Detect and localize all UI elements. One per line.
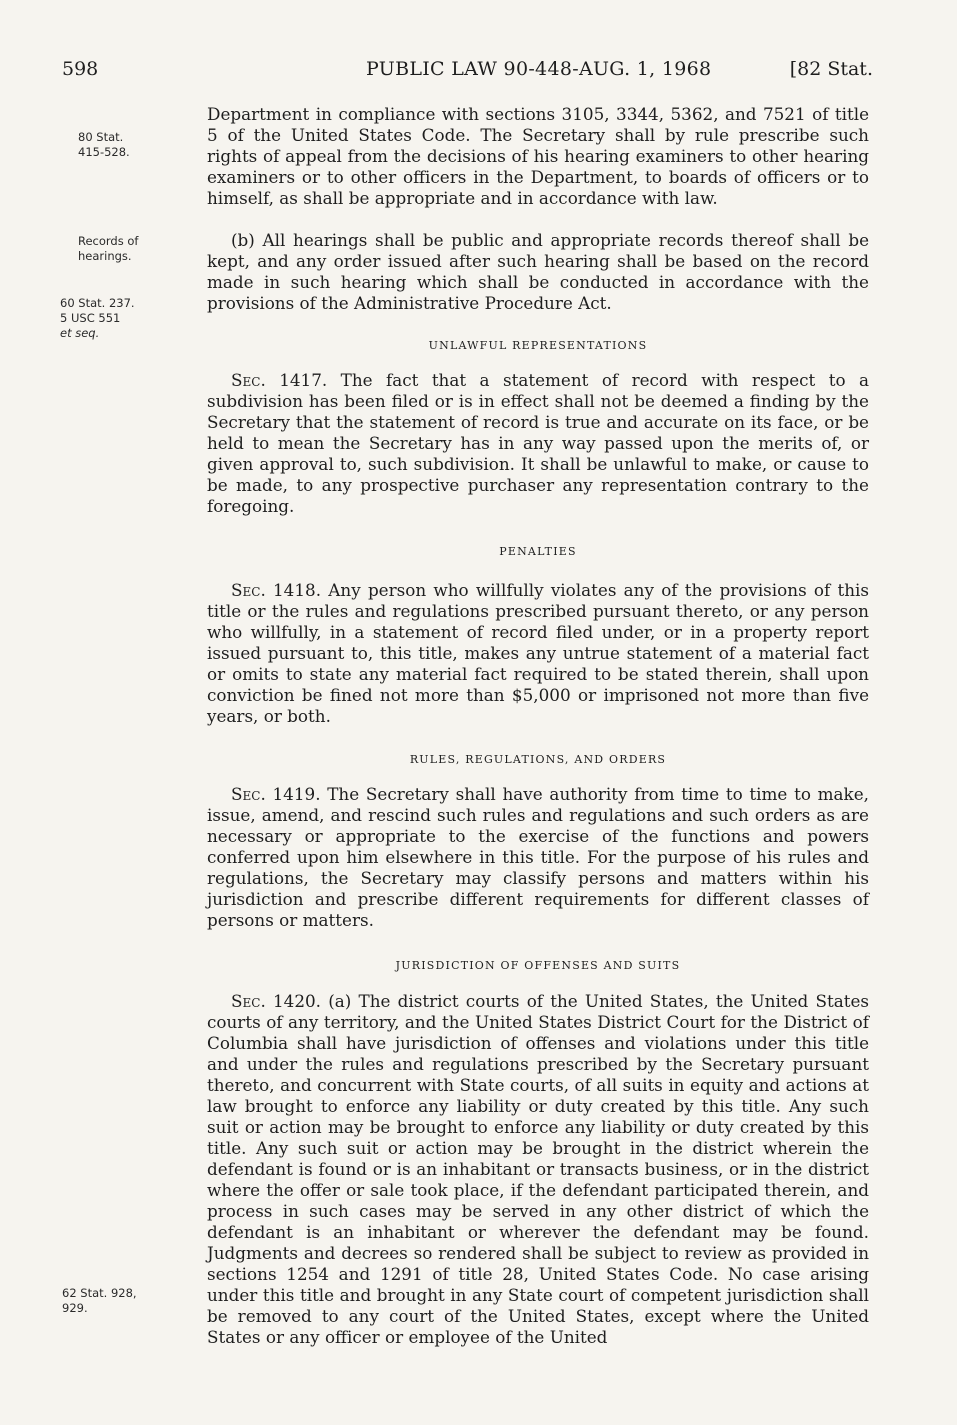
- margin-note-80-stat: 80 Stat. 415-528.: [78, 130, 130, 159]
- section-1417-label: Sec. 1417.: [231, 370, 328, 390]
- running-head: PUBLIC LAW 90-448-AUG. 1, 1968: [366, 58, 712, 80]
- section-1419: [207, 784, 869, 931]
- section-1417-text: The fact that a statement of record with respect to a subdivision has been filed or is in effect shall not be deemed a finding by the Secretary that the statement of record is true and accurate on its face, or be held to mean the Secretary has in any way passed upon the merits of, or given approval to, such subdivision. It shall be unlawful to make, or cause to be made, to any prospective purchaser any representation contrary to the foregoing.: [207, 370, 870, 516]
- section-1418: [207, 580, 869, 727]
- heading-penalties: PENALTIES: [499, 545, 577, 558]
- margin-note-60-stat-line1: 60 Stat. 237.: [60, 296, 135, 310]
- paragraph-continuation: Department in compliance with sections 3105, 3344, 5362, and 7521 of title 5 of the United States Code. The Secretary shall by rule prescribe such rights of appeal from the decisions of his hearing examiners to other hearing examiners or to other officers in the Department, to boards of officers or to himself, as shall be appropriate and in accordance with law.: [207, 104, 869, 208]
- section-1420: [207, 991, 869, 1348]
- section-1419-text: The Secretary shall have authority from time to time to make, issue, amend, and rescind such rules and regulations and such orders as are necessary or appropriate to the exercise of the functions and powers conferred upon him elsewhere in this title. For the purpose of his rules and regulations, the Secretary may classify persons and matters within his jurisdiction and prescribe different requirements for different classes of persons or matters.: [207, 784, 869, 930]
- margin-note-62-stat: 62 Stat. 928, 929.: [62, 1286, 137, 1315]
- heading-rules-regulations-orders: RULES, REGULATIONS, AND ORDERS: [409, 753, 667, 766]
- margin-note-records-of-hearings: Records of hearings.: [78, 234, 139, 263]
- page-number: 598: [62, 58, 99, 80]
- heading-unlawful-representations: UNLAWFUL REPRESENTATIONS: [428, 339, 648, 352]
- section-1418-label: Sec. 1418.: [231, 580, 322, 600]
- section-1419-label: Sec. 1419.: [231, 784, 321, 804]
- section-1420-text: (a) The district courts of the United States, the United States courts of any territory, and the United States District Court for the District of Columbia shall have jurisdiction of offenses and violations under this title and under the rules and regulations prescribed by the Secretary pursuant thereto, and concurrent with State courts, of all suits in equity and actions at law brought to enforce any liability or duty created by this title. Any such suit or action may be brought to enforce any liability or duty created by this title. Any such suit or action may be brought in the district wherein the defendant is found or is an inhabitant or transacts business, or in the district where the offer or sale took place, if the defendant participated therein, and process in such cases may be served in any other district of which the defendant is an inhabitant or wherever the defendant may be found. Judgments and decrees so rendered shall be subject to review as provided in sections 1254 and 1291 of title 28, United States Code. No case arising under this title and brought in any State court of competent jurisdiction shall be removed to any court of the United States, except where the United States or any officer or employee of the United: [207, 991, 869, 1347]
- section-1420-label: Sec. 1420.: [231, 991, 322, 1011]
- margin-note-60-stat-line2: 5 USC 551: [60, 311, 121, 325]
- margin-note-60-stat: [60, 296, 190, 341]
- section-1418-text: Any person who willfully violates any of the provisions of this title or the rules and regulations prescribed pursuant thereto, or any person who willfully, in a statement of record filed under, or in a property report issued pursuant to, this title, makes any untrue statement of a material fact or omits to state any material fact required to be stated therein, shall upon conviction be fined not more than $5,000 or imprisoned not more than five years, or both.: [207, 580, 869, 726]
- heading-jurisdiction: JURISDICTION OF OFFENSES AND SUITS: [395, 959, 681, 972]
- paragraph-hearings-public: (b) All hearings shall be public and appropriate records thereof shall be kept, and any order issued after such hearing shall be based on the record made in such hearing which shall be conducted in accordance with the provisions of the Administrative Procedure Act.: [207, 230, 869, 313]
- margin-note-60-stat-line3: et seq.: [60, 326, 100, 340]
- section-1417: [207, 370, 869, 517]
- stat-reference: [82 Stat.: [789, 58, 873, 80]
